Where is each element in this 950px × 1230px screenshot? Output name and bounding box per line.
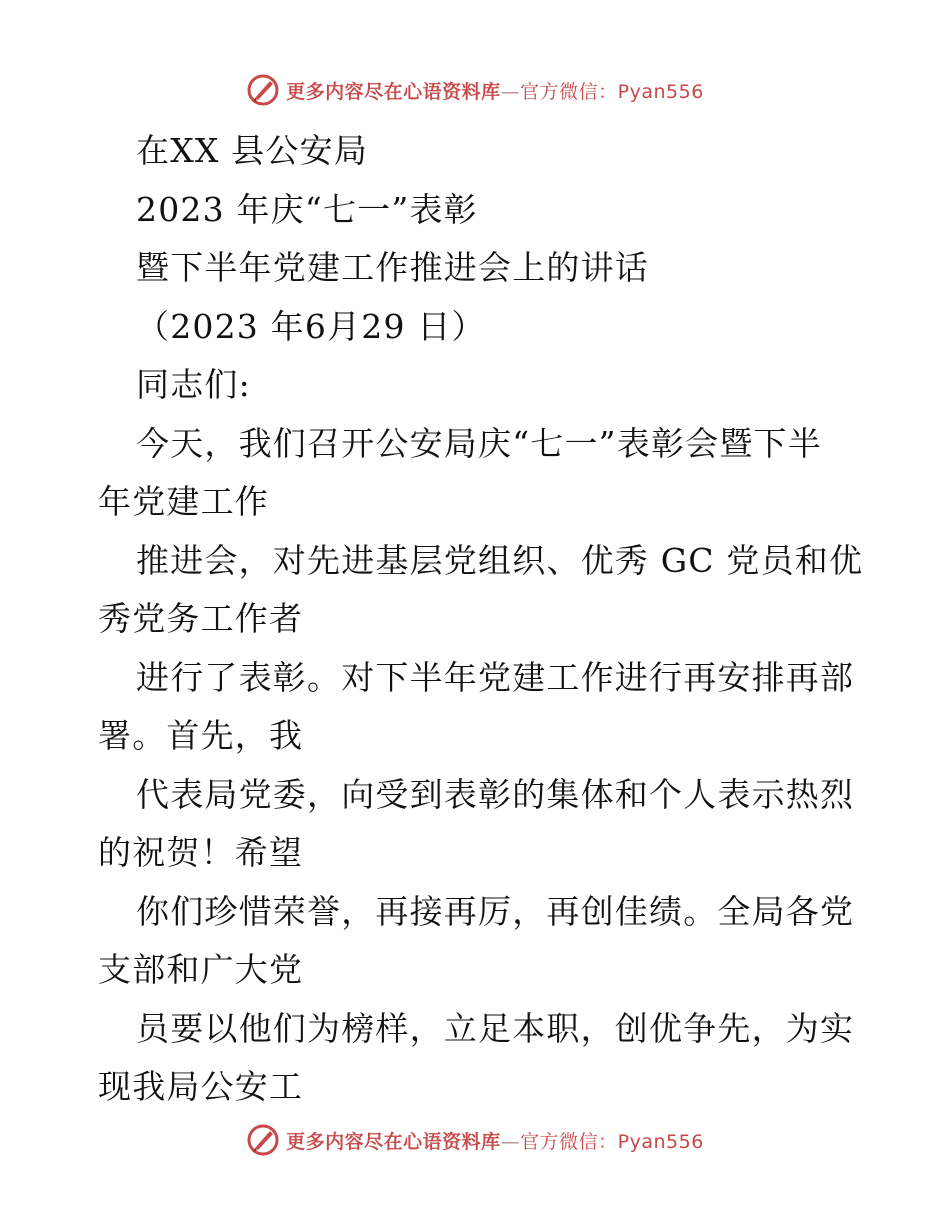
text-line: （2023 年6月29 日） <box>136 306 486 346</box>
text-line: 支部和广大党 <box>98 950 304 989</box>
watermark-text: 更多内容尽在心语资料库—官方微信：Pyan556 <box>286 1130 704 1153</box>
text-line: 署。首先，我 <box>98 716 304 755</box>
text-line: 员要以他们为榜样，立足本职，创优争先，为实 <box>136 1008 855 1048</box>
text-line: 代表局党委，向受到表彰的集体和个人表示热烈 <box>136 774 855 814</box>
text-line: 推进会，对先进基层党组织、优秀 GC 党员和优 <box>136 540 864 580</box>
text-line: 的祝贺！希望 <box>98 833 304 872</box>
text-line: 在XX 县公安局 <box>136 131 369 170</box>
text-line: 年党建工作 <box>98 482 269 521</box>
text-line: 暨下半年党建工作推进会上的讲话 <box>136 248 649 287</box>
watermark-banner-top <box>0 70 950 110</box>
watermark-text: 更多内容尽在心语资料库—官方微信：Pyan556 <box>286 80 704 103</box>
quill-pen-logo-icon <box>246 1123 280 1157</box>
text-line: 秀党务工作者 <box>98 599 304 638</box>
text-line: 现我局公安工 <box>98 1067 304 1106</box>
text-line: 你们珍惜荣誉，再接再厉，再创佳绩。全局各党 <box>136 891 855 931</box>
text-line: 进行了表彰。对下半年党建工作进行再安排再部 <box>136 657 855 697</box>
text-line: 今天，我们召开公安局庆“七一”表彰会暨下半 <box>136 423 822 463</box>
quill-pen-logo-icon <box>246 73 280 107</box>
document-body <box>98 122 864 1117</box>
text-line: 2023 年庆“七一”表彰 <box>136 189 478 229</box>
watermark-banner-bottom <box>0 1120 950 1160</box>
text-line: 同志们: <box>136 365 251 404</box>
